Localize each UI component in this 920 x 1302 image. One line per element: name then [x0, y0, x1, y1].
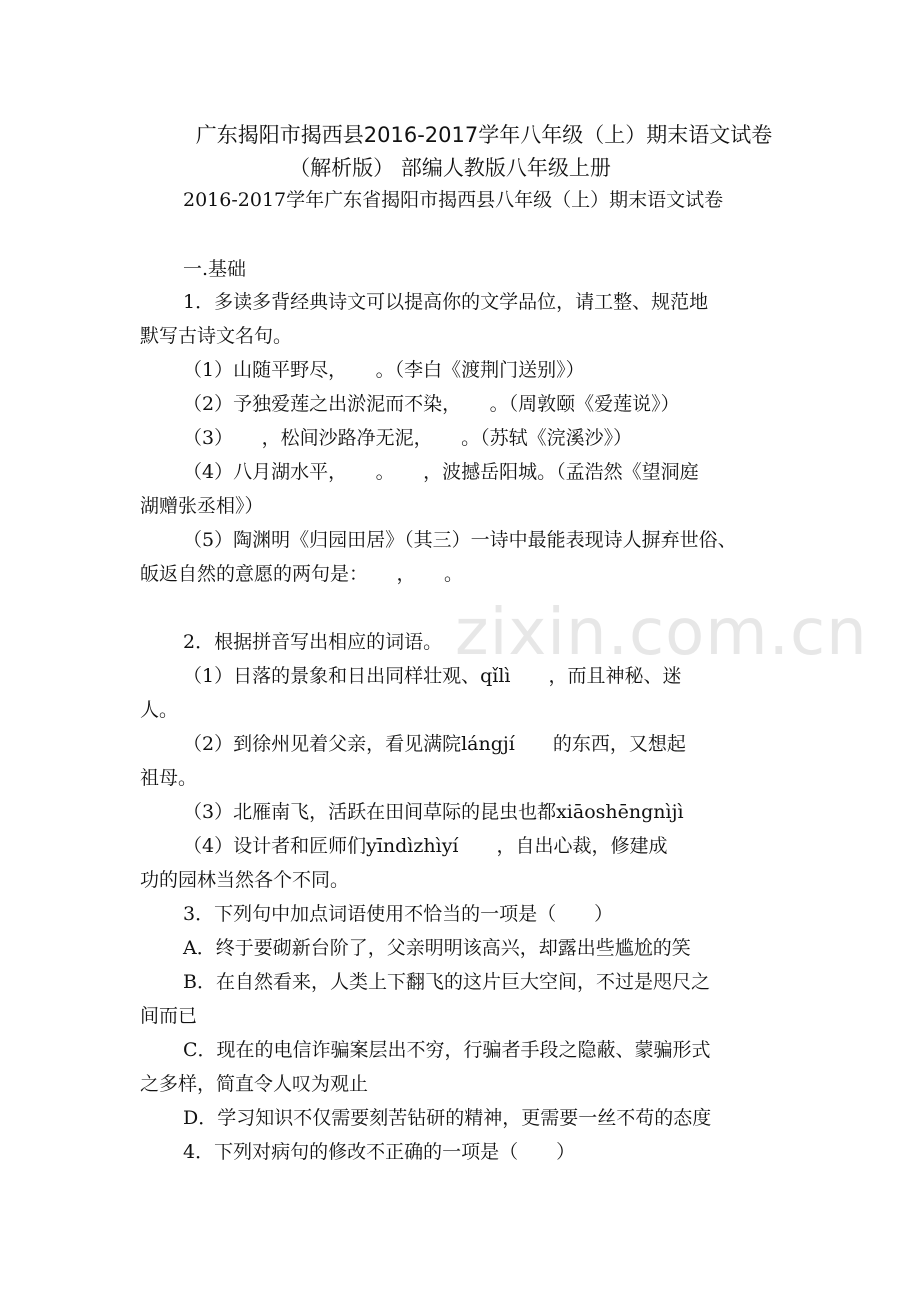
- q1-item5-line1: （5）陶渊明《归园田居》（其三）一诗中最能表现诗人摒弃世俗、: [183, 529, 737, 551]
- q4-stem: 4．下列对病句的修改不正确的一项是（ ）: [183, 1141, 576, 1163]
- q1-stem-line2: 默写古诗文名句。: [140, 325, 293, 347]
- q2-item4-line2: 功的园林当然各个不同。: [140, 869, 350, 891]
- q1-item3: （3） ，松间沙路净无泥， 。（苏轼《浣溪沙》）: [183, 427, 633, 449]
- section-heading: 一.基础: [183, 258, 247, 280]
- q3-option-c-line1: C．现在的电信诈骗案层出不穷，行骗者手段之隐蔽、蒙骗形式: [183, 1039, 711, 1061]
- q1-item1: （1）山随平野尽， 。（李白《渡荆门送别》）: [183, 359, 585, 381]
- q1-item4-line1: （4）八月湖水平， 。 ，波撼岳阳城。（孟浩然《望洞庭: [183, 461, 699, 483]
- q3-option-b-line1: B．在自然看来，人类上下翻飞的这片巨大空间，不过是咫尺之: [183, 971, 710, 993]
- q2-stem: 2．根据拼音写出相应的词语。: [183, 631, 443, 653]
- watermark: zixin.com.cn: [455, 596, 868, 670]
- q3-option-c-line2: 之多样，简直令人叹为观止: [140, 1073, 369, 1095]
- q2-item3: （3）北雁南飞，活跃在田间草际的昆虫也都xiāoshēngnìjì: [183, 801, 684, 823]
- q1-item4-line2: 湖赠张丞相》）: [140, 495, 264, 517]
- document-title-line1: 广东揭阳市揭西县2016-2017学年八年级（上）期末语文试卷: [195, 123, 773, 147]
- document-title-line2: （解析版） 部编人教版八年级上册: [289, 156, 611, 180]
- document-subtitle: 2016-2017学年广东省揭阳市揭西县八年级（上）期末语文试卷: [183, 189, 724, 211]
- q2-item2-line1: （2）到徐州见着父亲，看见满院lángjí 的东西，又想起: [183, 733, 686, 755]
- q2-item1-line1: （1）日落的景象和日出同样壮观、qǐlì ，而且神秘、迷: [183, 665, 682, 687]
- q3-option-b-line2: 间而已: [140, 1005, 198, 1027]
- q2-item1-line2: 人。: [140, 699, 179, 721]
- q3-stem: 3．下列句中加点词语使用不恰当的一项是（ ）: [183, 903, 614, 925]
- q3-option-d: D．学习知识不仅需要刻苦钻研的精神，更需要一丝不苟的态度: [183, 1107, 712, 1129]
- q1-stem-line1: 1．多读多背经典诗文可以提高你的文学品位，请工整、规范地: [183, 291, 709, 313]
- q3-option-a: A．终于要砌新台阶了，父亲明明该高兴，却露出些尴尬的笑: [183, 937, 691, 959]
- q2-item4-line1: （4）设计者和匠师们yīndìzhìyí ，自出心裁，修建成: [183, 835, 668, 857]
- q2-item2-line2: 祖母。: [140, 767, 198, 789]
- q1-item2: （2）予独爱莲之出淤泥而不染， 。（周敦颐《爱莲说》）: [183, 393, 680, 415]
- q1-item5-line2: 皈返自然的意愿的两句是： ， 。: [140, 563, 464, 585]
